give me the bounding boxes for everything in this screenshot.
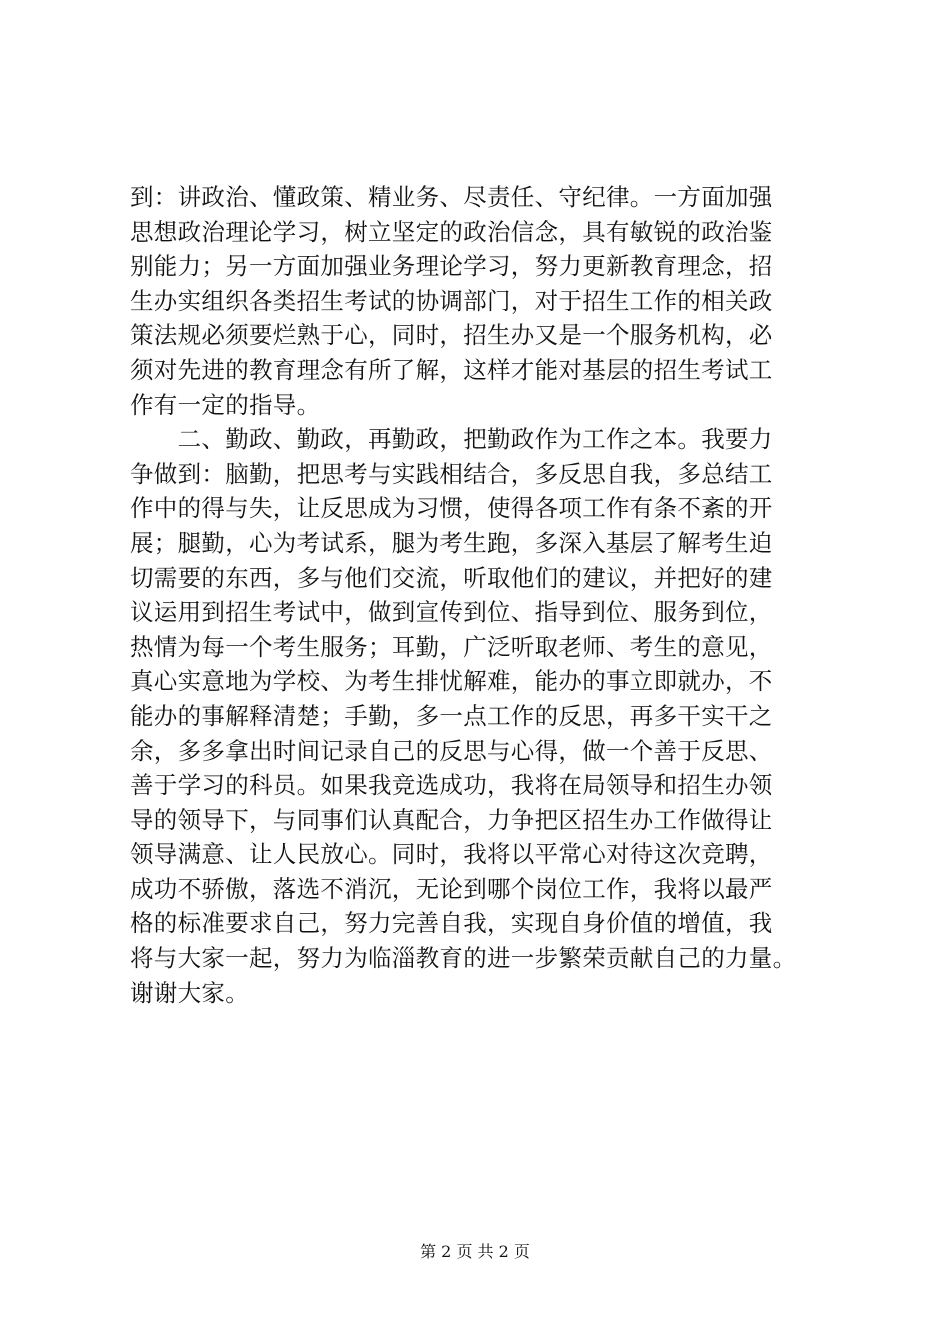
text-line: 热情为每一个考生服务；耳勤，广泛听取老师、考生的意见， [130, 632, 773, 661]
text-line: 展；腿勤，心为考试系，腿为考生跑，多深入基层了解考生迫 [130, 528, 773, 557]
text-line: 导的领导下，与同事们认真配合，力争把区招生办工作做得让 [130, 805, 773, 834]
text-line: 切需要的东西，多与他们交流，听取他们的建议，并把好的建 [130, 563, 773, 592]
text-line: 争做到：脑勤，把思考与实践相结合，多反思自我，多总结工 [130, 459, 773, 488]
text-line: 成功不骄傲，落选不消沉，无论到哪个岗位工作，我将以最严 [130, 874, 773, 903]
text-line: 议运用到招生考试中，做到宣传到位、指导到位、服务到位， [130, 598, 773, 627]
text-line: 余，多多拿出时间记录自己的反思与心得，做一个善于反思、 [130, 736, 773, 765]
text-line: 真心实意地为学校、为考生排忧解难，能办的事立即就办，不 [130, 667, 773, 696]
text-line: 领导满意、让人民放心。同时，我将以平常心对待这次竞聘， [130, 840, 773, 869]
text-line: 策法规必须要烂熟于心，同时，招生办又是一个服务机构，必 [130, 321, 773, 350]
text-line: 格的标准要求自己，努力完善自我，实现自身价值的增值，我 [130, 909, 773, 938]
page-number-label: 第 2 页 共 2 页 [420, 1242, 530, 1261]
text-line: 思想政治理论学习，树立坚定的政治信念，具有敏锐的政治鉴 [130, 217, 773, 246]
text-line: 须对先进的教育理念有所了解，这样才能对基层的招生考试工 [130, 355, 773, 384]
text-line: 善于学习的科员。如果我竞选成功，我将在局领导和招生办领 [130, 771, 773, 800]
text-line: 别能力；另一方面加强业务理论学习，努力更新教育理念，招 [130, 252, 773, 281]
text-line: 到：讲政治、懂政策、精业务、尽责任、守纪律。一方面加强 [130, 183, 773, 211]
text-line: 能办的事解释清楚；手勤，多一点工作的反思，再多干实干之 [130, 701, 773, 730]
text-line: 作中的得与失，让反思成为习惯，使得各项工作有条不紊的开 [130, 494, 773, 523]
page-footer [0, 1240, 950, 1264]
text-line: 生办实组织各类招生考试的协调部门，对于招生工作的相关政 [130, 286, 773, 315]
text-line: 二、勤政、勤政，再勤政，把勤政作为工作之本。我要力 [130, 425, 773, 454]
text-line: 作有一定的指导。 [130, 390, 321, 419]
text-line: 谢谢大家。 [130, 978, 249, 1007]
text-line: 将与大家一起，努力为临淄教育的进一步繁荣贡献自己的力量。 [130, 944, 797, 973]
document-body [130, 180, 850, 1010]
